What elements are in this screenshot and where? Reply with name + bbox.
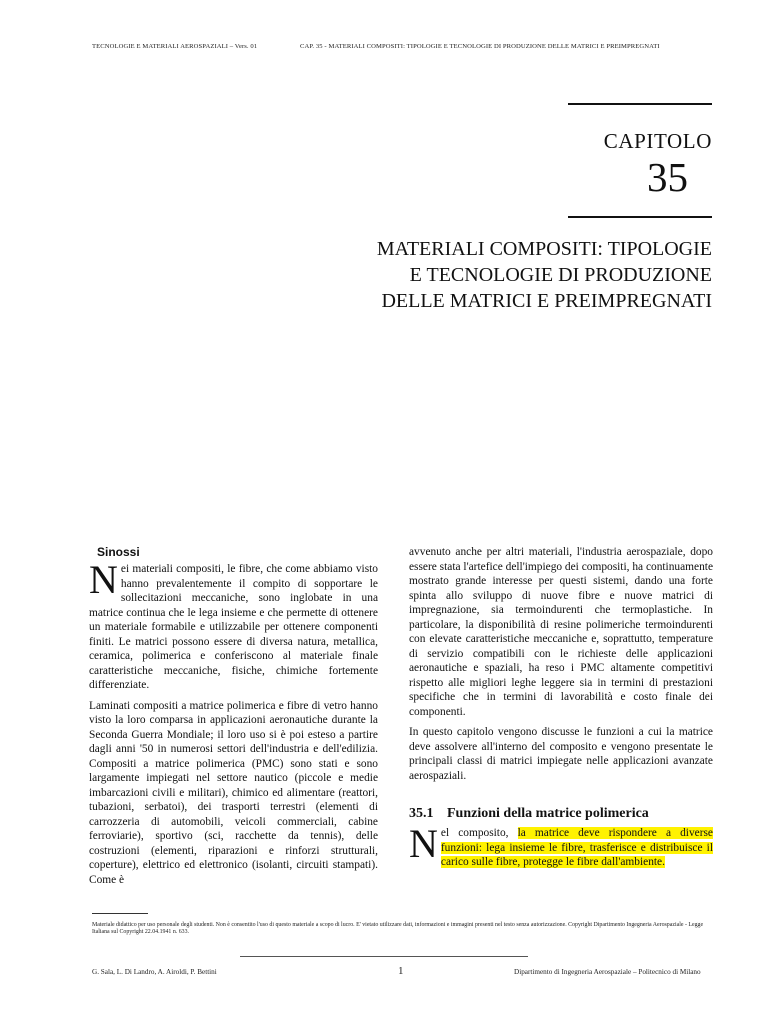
running-header-right: CAP. 35 - MATERIALI COMPOSITI: TIPOLOGIE E TECNOLOGIE DI PRODUZIONE DELLE MATRICI E PREIMPREGNATI — [300, 43, 660, 50]
chapter-title-line: DELLE MATRICI E PREIMPREGNATI — [381, 290, 712, 312]
section-title: Funzioni della matrice polimerica — [447, 806, 649, 821]
chapter-rule-top — [568, 103, 712, 105]
footer-department: Dipartimento di Ingegneria Aerospaziale – Politecnico di Milano — [514, 968, 701, 976]
section-number: 35.1 — [409, 806, 434, 821]
dropcap: N — [89, 557, 118, 602]
copyright-footnote: Materiale didattico per uso personale degli studenti. Non è consentito l'uso di questo materiale a scopo di lucro. E' vietato utilizzare dati, informazioni e immagini presenti nel testo senza autorizzazione. Copyright Dipartimento Ingegneria Aerospaziale - Legge Italiana sul Copyright 22.04.1941 n. 633. — [92, 922, 704, 936]
paragraph-lead: el composito, — [440, 827, 518, 839]
chapter-label: CAPITOLO — [603, 129, 712, 153]
footnote-rule — [92, 913, 148, 914]
sinossi-paragraph-2-continued: avvenuto anche per altri materiali, l'industria aerospaziale, dopo essere stata l'artefice dell'impiego dei compositi, ha continuamente mostrato grande interesse per questi sistemi, dando una forte spinta allo sviluppo di nuove fibre e nuove matrici di impregnazione, sia termoindurenti che termoplastiche. In particolare, la disponibilità di resine polimeriche termoindurenti con elevate caratteristiche meccaniche e, soprattutto, temperature di servizio compatibili con le richieste delle applicazioni aeronautiche e spaziali, ha reso i PMC altamente competitivi rispetto alle migliori leghe leggere sia in termini di prestazioni specifiche che in termini di lavorabilità e costo finale dei componenti. — [409, 546, 713, 718]
chapter-title — [242, 236, 712, 314]
section-paragraph — [409, 821, 713, 870]
chapter-number: 35 — [647, 154, 688, 200]
sinossi-heading: Sinossi — [97, 545, 140, 559]
highlighted-text: la matrice deve rispondere a diverse funzioni: lega insieme le fibre, trasferisce e distribuisce il carico sulle fibre, protegge le fibre dall'ambiente. — [440, 827, 713, 868]
section-heading — [409, 805, 713, 823]
dropcap: N — [409, 821, 438, 866]
sinossi-paragraph-3: In questo capitolo vengono discusse le funzioni a cui la matrice deve assolvere all'interno del composito e vengono presentate le principali classi di matrici impiegate nelle applicazioni avanzate aerospaziali. — [409, 726, 713, 782]
running-header-left: TECNOLOGIE E MATERIALI AEROSPAZIALI – Vers. 01 — [92, 43, 258, 50]
sinossi-paragraph-1 — [89, 557, 378, 693]
left-column — [89, 545, 378, 893]
footer-rule — [240, 956, 528, 957]
footer-authors: G. Sala, L. Di Landro, A. Airoldi, P. Bettini — [92, 968, 217, 976]
chapter-title-line: MATERIALI COMPOSITI: TIPOLOGIE — [376, 238, 712, 260]
paragraph-text: ei materiali compositi, le fibre, che come abbiamo visto hanno prevalentemente il compito di sopportare le sollecitazioni meccaniche, sono inglobate in una matrice continua che le lega insieme e che permette di ottenere un materiale formabile e utilizzabile per ottenere componenti finiti. Le matrici possono essere di diversa natura, metallica, ceramica, polimerica e conferiscono al materiale finale caratteristiche meccaniche, fisiche, chimiche fortemente differenziate. — [89, 563, 378, 691]
right-column — [409, 545, 713, 876]
chapter-rule-bottom — [568, 216, 712, 218]
chapter-title-line: E TECNOLOGIE DI PRODUZIONE — [409, 264, 712, 286]
sinossi-paragraph-2: Laminati compositi a matrice polimerica e fibre di vetro hanno visto la loro comparsa in applicazioni aeronautiche durante la Seconda Guerra Mondiale; il loro uso si è poi esteso a partire dagli anni '50 in numerosi settori dell'industria e dell'edilizia. Compositi a matrice polimerica (PMC) sono stati e sono largamente impiegati nel settore nautico (piccole e medie imbarcazioni civili e militari), chimico ed alimentare (reattori, tubazioni, serbatoi), dei trasporti terrestri (elementi di carrozzeria di automobili, veicoli commerciali, cabine ferroviarie), sportivo (sci, racchette da tennis), delle costruzioni (elementi, riparazioni e rinforzi strutturali, coperture), elettrico ed elettronico (isolanti, circuiti stampati). Come è — [89, 699, 378, 886]
page-number: 1 — [398, 965, 404, 977]
